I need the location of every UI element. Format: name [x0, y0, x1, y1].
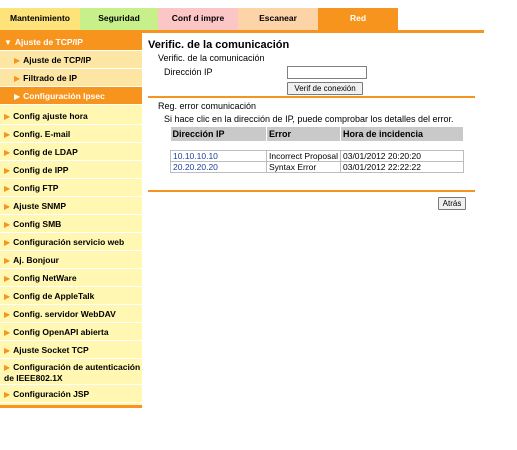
chevron-down-icon: ▼	[4, 38, 12, 47]
divider	[148, 96, 475, 98]
section-description: Si hace clic en la dirección de IP, puede comprobar los detalles del error.	[164, 114, 454, 124]
sidebar-item-label: Config FTP	[13, 183, 59, 193]
sidebar-item-label: Config OpenAPI abierta	[13, 327, 109, 337]
sidebar-item-ldap[interactable]	[0, 143, 142, 161]
sidebar-item-tcpip-group[interactable]	[0, 33, 142, 51]
sidebar-item-label: Aj. Bonjour	[13, 255, 59, 265]
sidebar-item-netware[interactable]	[0, 269, 142, 287]
tab-conf-impre[interactable]: Conf d impre	[158, 8, 238, 30]
sidebar-item-ieee8021x[interactable]	[0, 359, 142, 385]
chevron-right-icon: ▶	[14, 74, 21, 83]
sidebar-item-bonjour[interactable]	[0, 251, 142, 269]
tab-escanear[interactable]: Escanear	[238, 8, 318, 30]
ip-address-label: Dirección IP	[164, 67, 213, 77]
chevron-right-icon: ▶	[4, 390, 11, 399]
column-header-error: Error	[267, 127, 341, 141]
ip-link[interactable]: 20.20.20.20	[171, 161, 267, 172]
chevron-right-icon: ▶	[4, 112, 11, 121]
chevron-right-icon: ▶	[4, 184, 11, 193]
section-title-error-log: Reg. error comunicación	[158, 101, 257, 111]
sidebar-bottom-bar	[0, 405, 142, 408]
sidebar-item-label: Config NetWare	[13, 273, 77, 283]
sidebar-item-smb[interactable]	[0, 215, 142, 233]
tab-seguridad[interactable]: Seguridad	[80, 8, 158, 30]
chevron-right-icon: ▶	[4, 328, 11, 337]
sidebar-item-web-service[interactable]	[0, 233, 142, 251]
time-cell: 03/01/2012 22:22:22	[340, 161, 463, 172]
page-title: Verific. de la comunicación	[148, 39, 290, 51]
tab-bar	[0, 8, 398, 30]
chevron-right-icon: ▶	[4, 238, 11, 247]
sidebar-item-label: Config de IPP	[13, 165, 69, 175]
ip-address-input[interactable]	[287, 66, 367, 79]
sidebar-item-appletalk[interactable]	[0, 287, 142, 305]
sidebar	[0, 33, 142, 407]
sidebar-item-label: Configuración de autenticación de IEEE802.1X	[4, 362, 141, 383]
tab-red[interactable]: Red	[318, 8, 398, 30]
time-cell: 03/01/2012 20:20:20	[340, 150, 463, 161]
sidebar-item-label: Configuración JSP	[13, 389, 90, 399]
tab-mantenimiento[interactable]: Mantenimiento	[0, 8, 80, 30]
sidebar-item-label: Ajuste SNMP	[13, 201, 67, 211]
sidebar-item-openapi[interactable]	[0, 323, 142, 341]
sidebar-item-label: Config SMB	[13, 219, 62, 229]
column-header-ip: Dirección IP	[171, 127, 267, 141]
sidebar-item-label: Config ajuste hora	[13, 111, 88, 121]
error-cell: Incorrect Proposal	[267, 150, 341, 161]
error-cell: Syntax Error	[267, 161, 341, 172]
sidebar-item-label: Configuración servicio web	[13, 237, 125, 247]
table-spacer	[171, 141, 464, 150]
section-title-verify: Verific. de la comunicación	[158, 53, 265, 63]
verify-connection-button[interactable]: Verif de conexión	[287, 82, 363, 95]
chevron-right-icon: ▶	[4, 310, 11, 319]
chevron-right-icon: ▶	[14, 92, 21, 101]
sidebar-item-webdav[interactable]	[0, 305, 142, 323]
chevron-right-icon: ▶	[4, 220, 11, 229]
sidebar-item-label: Config de LDAP	[13, 147, 78, 157]
chevron-right-icon: ▶	[4, 346, 11, 355]
error-log-table	[170, 127, 464, 173]
chevron-right-icon: ▶	[14, 56, 21, 65]
sidebar-item-label: Config. E-mail	[13, 129, 71, 139]
sidebar-item-label: Config. servidor WebDAV	[13, 309, 116, 319]
table-row	[171, 161, 464, 172]
chevron-right-icon: ▶	[4, 166, 11, 175]
sidebar-item-ftp[interactable]	[0, 179, 142, 197]
sidebar-item-label: Filtrado de IP	[23, 73, 77, 83]
sidebar-item-ipp[interactable]	[0, 161, 142, 179]
chevron-right-icon: ▶	[4, 256, 11, 265]
chevron-right-icon: ▶	[4, 292, 11, 301]
back-button[interactable]: Atrás	[438, 197, 466, 210]
sidebar-item-time[interactable]	[0, 107, 142, 125]
sidebar-subitem-tcpip[interactable]	[0, 51, 142, 69]
table-row	[171, 150, 464, 161]
divider	[148, 190, 475, 192]
sidebar-item-socket-tcp[interactable]	[0, 341, 142, 359]
chevron-right-icon: ▶	[4, 130, 11, 139]
sidebar-item-label: Ajuste de TCP/IP	[14, 37, 83, 47]
sidebar-subitem-ipsec[interactable]	[0, 87, 142, 105]
column-header-time: Hora de incidencia	[340, 127, 463, 141]
sidebar-subitem-ip-filter[interactable]	[0, 69, 142, 87]
sidebar-item-label: Ajuste Socket TCP	[13, 345, 89, 355]
chevron-right-icon: ▶	[4, 274, 11, 283]
ip-link[interactable]: 10.10.10.10	[171, 150, 267, 161]
sidebar-item-jsp[interactable]	[0, 385, 142, 403]
chevron-right-icon: ▶	[4, 363, 11, 372]
sidebar-item-label: Ajuste de TCP/IP	[23, 55, 92, 65]
chevron-right-icon: ▶	[4, 202, 11, 211]
sidebar-item-label: Configuración Ipsec	[23, 91, 105, 101]
chevron-right-icon: ▶	[4, 148, 11, 157]
table-header-row	[171, 127, 464, 141]
sidebar-item-label: Config de AppleTalk	[13, 291, 95, 301]
sidebar-item-email[interactable]	[0, 125, 142, 143]
sidebar-item-snmp[interactable]	[0, 197, 142, 215]
